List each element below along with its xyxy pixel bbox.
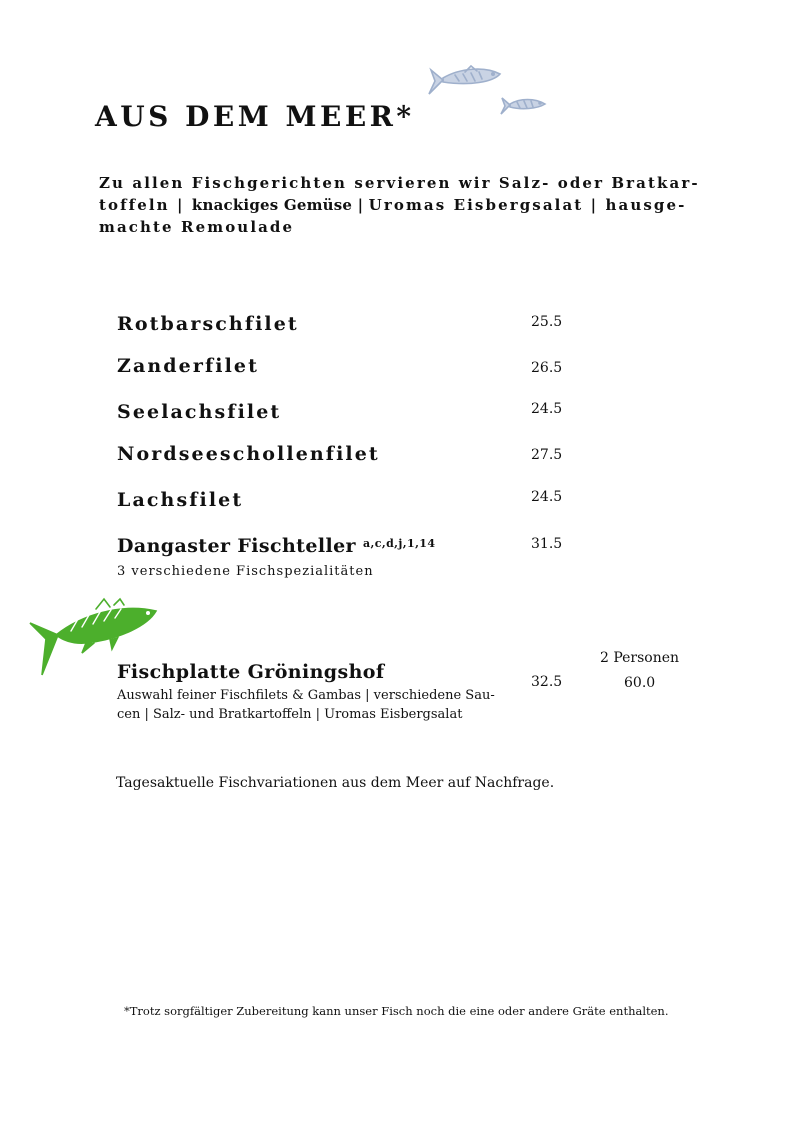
dish-description: Auswahl feiner Fischfilets & Gambas | verschiedene Sau-cen | Salz- und Bratkartoffeln | Uromas Eisbergsalat (117, 688, 495, 722)
intro-text (99, 172, 719, 238)
persons-price: 60.0 (624, 675, 656, 691)
dish-price: 32.5 (531, 674, 563, 690)
intro-text-part1: Zu allen Fischgerichten servieren wir Salz- oder Bratkar-toffeln | (99, 174, 700, 214)
dish-price: 27.5 (531, 447, 563, 463)
page-title: AUS DEM MEER* (95, 100, 415, 133)
fish-pair-icon (425, 60, 550, 120)
dish-description: 3 verschiedene Fischspezialitäten (117, 564, 374, 579)
dish-price: 25.5 (531, 314, 563, 330)
persons-label: 2 Personen (600, 650, 680, 666)
daily-note: Tagesaktuelle Fischvariationen aus dem Meer auf Nachfrage. (116, 775, 555, 791)
dish-price: 26.5 (531, 360, 563, 376)
allergens: a,c,d,j,1,14 (363, 537, 436, 550)
dish-name: Nordseeschollenfilet (117, 443, 380, 465)
dish-price: 31.5 (531, 536, 563, 552)
intro-text-part3: Uromas Eisbergsalat | hausge-machte Remoulade (99, 196, 687, 236)
dish-name-fischteller (117, 535, 435, 557)
dish-name: Rotbarschfilet (117, 313, 299, 335)
footnote: *Trotz sorgfältiger Zubereitung kann unser Fisch noch die eine oder andere Gräte enthalten. (124, 1004, 669, 1018)
dish-price: 24.5 (531, 489, 563, 505)
dish-name: Seelachsfilet (117, 401, 282, 423)
dish-name: Dangaster Fischteller (117, 535, 356, 557)
dish-name: Fischplatte Gröningshof (117, 661, 385, 683)
dish-name: Zanderfilet (117, 355, 259, 377)
dish-price: 24.5 (531, 401, 563, 417)
intro-text-part2: knackiges Gemüse | (191, 196, 369, 214)
dish-name: Lachsfilet (117, 489, 244, 511)
